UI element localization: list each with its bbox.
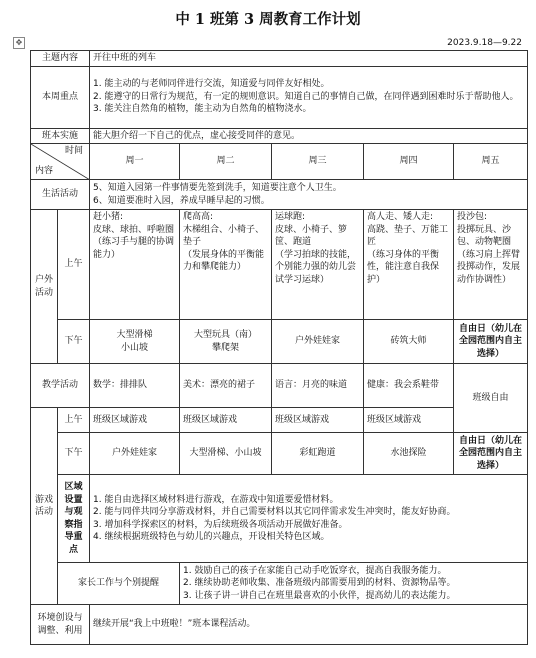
implement-label: 班本实施: [31, 128, 90, 144]
parents-item: 1. 鼓励自己的孩子在家能自己动手吃饭穿衣，提高自我服务能力。: [183, 565, 447, 576]
header-time: 时间: [65, 146, 84, 156]
parents-item: 2. 继续协助老师收集、准备班级内部需要用到的材料、资源物品等。: [183, 578, 456, 589]
game-name: 爬高高:: [183, 212, 214, 222]
focus-item: 1. 能主动的与老师同伴进行交流，知道爱与同伴友好相处。: [93, 79, 330, 90]
parents-item: 3. 让孩子讲一讲自己在班里最喜欢的小伙伴，提高幼儿的表达能力。: [183, 590, 456, 601]
game-am-label: 上午: [58, 408, 90, 433]
game-area-list: [90, 475, 528, 563]
game-materials: 皮球、球拍、呼啦圈: [93, 224, 175, 235]
header-content: 内容: [35, 165, 54, 176]
game-materials: 高跷、垫子、万能工匠: [367, 224, 449, 247]
game-materials: 投掷玩具、沙包、动物靶圈: [457, 224, 512, 247]
game-label: 游戏活动: [31, 408, 58, 605]
day-thu: 周四: [364, 144, 454, 180]
game-pm-mon: 户外娃娃家: [90, 433, 180, 475]
outdoor-pm-fri: 自由日（幼儿在全园范围内自主选择）: [454, 320, 528, 364]
game-goal: （练习身体的平衡性，能注意自我保护）: [367, 249, 440, 285]
theme-label: 主题内容: [31, 51, 90, 67]
teaching-wed: 语言：月亮的味道: [272, 364, 364, 408]
focus-item: 2. 能遵守的日常行为规范，有一定的规则意识。知道自己的事情自己做，在同伴遇到困难时乐于帮助他人。: [93, 91, 519, 102]
life-label: 生活活动: [31, 180, 90, 210]
outdoor-am-label: 上午: [58, 210, 90, 320]
life-item: 6、知道要准时入园，养成早睡早起的习惯。: [93, 195, 270, 206]
env-value: 继续开展“我上中班啦！”班本课程活动。: [90, 605, 528, 645]
outdoor-am-wed: [272, 210, 364, 320]
game-name: 投沙包:: [457, 212, 488, 222]
outdoor-pm-wed: 户外娃娃家: [272, 320, 364, 364]
outdoor-pm-tue: 大型玩具（南） 攀爬架: [180, 320, 272, 364]
outdoor-am-tue: [180, 210, 272, 320]
day-tue: 周二: [180, 144, 272, 180]
game-materials: 皮球、小椅子、箩筐、跑道: [275, 224, 348, 247]
parents-list: [180, 563, 528, 605]
plan-table: [30, 50, 528, 645]
header-diagonal-cell: [31, 144, 90, 180]
game-materials: 木梯组合、小椅子、垫子: [183, 224, 265, 247]
focus-list: [90, 66, 528, 128]
life-list: [90, 180, 528, 210]
day-mon: 周一: [90, 144, 180, 180]
game-goal: （练习肩上挥臂投掷动作，发展动作协调性）: [457, 249, 521, 285]
game-am-mon: 班级区域游戏: [90, 408, 180, 433]
area-item: 3. 增加科学探索区的材料，为后续班级各项活动开展做好准备。: [93, 519, 348, 530]
area-item: 1. 能自由选择区域材料进行游戏，在游戏中知道要爱惜材料。: [93, 494, 339, 505]
game-name: 赶小猪:: [93, 212, 124, 222]
table-move-handle-icon[interactable]: ✥: [13, 37, 25, 49]
implement-value: 能大胆介绍一下自己的优点，虚心接受同伴的意见。: [90, 128, 528, 144]
game-name: 高人走、矮人走:: [367, 212, 434, 222]
game-pm-label: 下午: [58, 433, 90, 475]
game-goal: （练习手与腿的协调能力）: [93, 237, 175, 260]
day-fri: 周五: [454, 144, 528, 180]
document-title: 中 1 班第 3 周教育工作计划: [175, 11, 361, 28]
outdoor-pm-mon: 大型滑梯 小山坡: [90, 320, 180, 364]
teaching-tue: 美术：漂亮的裙子: [180, 364, 272, 408]
game-goal: （学习拍球的技能，个别能力强的幼儿尝试学习运球）: [275, 249, 357, 285]
area-item: 4. 继续根据班级特色与幼儿的兴趣点，开设相关特色区域。: [93, 532, 330, 542]
teaching-thu: 健康：我会系鞋带: [364, 364, 454, 408]
game-am-tue: 班级区域游戏: [180, 408, 272, 433]
outdoor-pm-label: 下午: [58, 320, 90, 364]
day-wed: 周三: [272, 144, 364, 180]
focus-label: 本周重点: [31, 66, 90, 128]
teaching-mon: 数学：排排队: [90, 364, 180, 408]
game-am-wed: 班级区域游戏: [272, 408, 364, 433]
date-range: 2023.9.18—9.22: [447, 38, 522, 48]
teaching-fri: 班级自由: [454, 364, 528, 433]
game-name: 运球跑:: [275, 212, 306, 222]
game-goal: （发展身体的平衡能力和攀爬能力）: [183, 249, 265, 272]
teaching-label: 教学活动: [31, 364, 90, 408]
game-area-label: 区域设置与观察指导重点: [58, 475, 90, 563]
focus-item: 3. 能关注自然角的植物，能主动为自然角的植物浇水。: [93, 104, 312, 115]
outdoor-pm-thu: 砖筑大师: [364, 320, 454, 364]
game-pm-wed: 彩虹跑道: [272, 433, 364, 475]
game-pm-thu: 水池探险: [364, 433, 454, 475]
game-pm-tue: 大型滑梯、小山坡: [180, 433, 272, 475]
game-am-thu: 班级区域游戏: [364, 408, 454, 433]
outdoor-am-fri: [454, 210, 528, 320]
parents-label: 家长工作与个别提醒: [58, 563, 180, 605]
outdoor-am-thu: [364, 210, 454, 320]
area-item: 2. 能与同伴共同分享游戏材料，并自己需要材料以其它同伴需求发生冲突时，能友好协商。: [93, 507, 456, 517]
outdoor-label: 户外活动: [31, 210, 58, 364]
env-label: 环境创设与调整、利用: [31, 605, 90, 645]
theme-value: 开往中班的列车: [90, 51, 528, 67]
game-pm-fri: 自由日（幼儿在全园范围内自主选择）: [454, 433, 528, 475]
life-item: 5、知道入园第一件事情要先签到洗手，知道要注意个人卫生。: [93, 183, 342, 193]
outdoor-am-mon: [90, 210, 180, 320]
